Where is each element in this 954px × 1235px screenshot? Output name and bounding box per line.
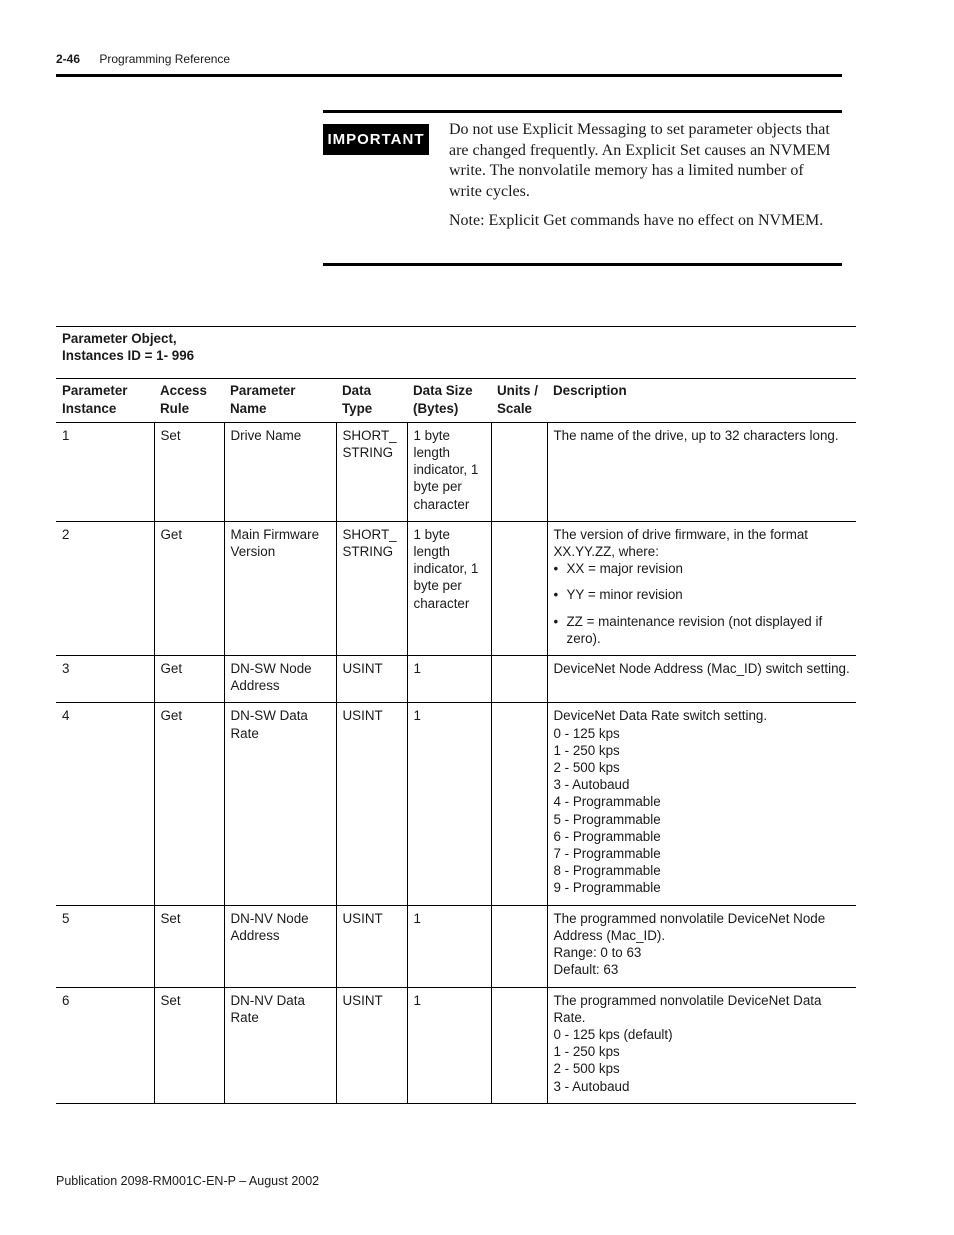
- cell-size: 1 byte length indicator, 1 byte per character: [407, 422, 491, 521]
- cell-instance: 6: [56, 987, 154, 1103]
- cell-instance: 5: [56, 905, 154, 987]
- important-paragraph: Do not use Explicit Messaging to set parameter objects that are changed frequently. An Explicit Set causes an NVMEM write. The nonvolatile memory has a limited number of write cycles.: [449, 121, 831, 200]
- description-line: 3 - Autobaud: [553, 777, 630, 793]
- cell-units: [491, 905, 547, 987]
- description-line: 1 - 250 kps: [553, 742, 620, 758]
- description-line: DeviceNet Data Rate switch setting.: [553, 708, 768, 724]
- cell-type: USINT: [336, 656, 407, 703]
- important-top-rule: [323, 110, 842, 113]
- cell-name: DN-NV Data Rate: [224, 987, 336, 1103]
- table-header-row: [56, 379, 856, 422]
- description-line: DeviceNet Node Address (Mac_ID) switch setting.: [553, 661, 850, 677]
- description-line: The version of drive firmware, in the format XX.YY.ZZ, where:: [553, 526, 809, 560]
- description-line: 2 - 500 kps: [553, 1061, 620, 1077]
- cell-description: [547, 656, 856, 703]
- col-header-units: Units / Scale: [491, 379, 547, 422]
- description-line: 9 - Programmable: [553, 880, 661, 896]
- cell-units: [491, 656, 547, 703]
- cell-size: 1: [407, 656, 491, 703]
- cell-instance: 4: [56, 703, 154, 905]
- cell-name: DN-SW Node Address: [224, 656, 336, 703]
- section-title: Programming Reference: [99, 52, 231, 66]
- cell-type: SHORT_ STRING: [336, 422, 407, 521]
- cell-type: USINT: [336, 987, 407, 1103]
- description-line: 5 - Programmable: [553, 811, 661, 827]
- cell-size: 1: [407, 703, 491, 905]
- cell-description: [547, 703, 856, 905]
- table-row: [56, 656, 856, 703]
- cell-access: Set: [154, 987, 224, 1103]
- table-row: [56, 521, 856, 655]
- cell-description: [547, 521, 856, 655]
- page-header: [56, 52, 230, 66]
- cell-instance: 1: [56, 422, 154, 521]
- description-line: 8 - Programmable: [553, 863, 661, 879]
- cell-description: [547, 905, 856, 987]
- description-line: 0 - 125 kps (default): [553, 1026, 673, 1042]
- cell-access: Get: [154, 703, 224, 905]
- description-line: Range: 0 to 63: [553, 945, 642, 961]
- cell-name: Main Firmware Version: [224, 521, 336, 655]
- cell-size: 1: [407, 905, 491, 987]
- cell-name: DN-SW Data Rate: [224, 703, 336, 905]
- cell-instance: 3: [56, 656, 154, 703]
- description-line: The programmed nonvolatile DeviceNet Node Address (Mac_ID).: [553, 910, 826, 943]
- page-number: 2-46: [56, 52, 81, 66]
- important-badge: IMPORTANT: [323, 124, 429, 155]
- cell-name: DN-NV Node Address: [224, 905, 336, 987]
- important-bottom-rule: [323, 263, 842, 266]
- description-line: 4 - Programmable: [553, 794, 661, 810]
- cell-size: 1 byte length indicator, 1 byte per character: [407, 521, 491, 655]
- cell-description: [547, 422, 856, 521]
- important-text: [449, 120, 839, 241]
- description-line: 1 - 250 kps: [553, 1044, 620, 1060]
- description-line: 3 - Autobaud: [553, 1078, 630, 1094]
- description-bullet-list: [554, 560, 851, 647]
- col-header-instance: Parameter Instance: [56, 379, 154, 422]
- cell-type: USINT: [336, 703, 407, 905]
- cell-units: [491, 521, 547, 655]
- description-line: 2 - 500 kps: [553, 760, 620, 776]
- cell-units: [491, 987, 547, 1103]
- description-bullet-item: • XX = major revision: [554, 560, 851, 577]
- col-header-type: Data Type: [336, 379, 407, 422]
- cell-units: [491, 422, 547, 521]
- cell-access: Get: [154, 656, 224, 703]
- cell-type: SHORT_ STRING: [336, 521, 407, 655]
- description-line: 6 - Programmable: [553, 828, 661, 844]
- table-caption: [56, 327, 856, 379]
- cell-units: [491, 703, 547, 905]
- cell-access: Set: [154, 905, 224, 987]
- description-line: The programmed nonvolatile DeviceNet Data Rate.: [553, 992, 822, 1025]
- cell-name: Drive Name: [224, 422, 336, 521]
- description-line: Default: 63: [553, 962, 619, 978]
- description-bullet-item: • YY = minor revision: [554, 586, 851, 603]
- cell-instance: 2: [56, 521, 154, 655]
- important-note: Note: Explicit Get commands have no effect on NVMEM.: [449, 212, 824, 229]
- table-row: [56, 703, 856, 905]
- description-line: The name of the drive, up to 32 characters long.: [553, 427, 839, 443]
- col-header-access: Access Rule: [154, 379, 224, 422]
- col-header-size: Data Size (Bytes): [407, 379, 491, 422]
- table-caption-row: [56, 327, 856, 379]
- table-row: [56, 422, 856, 521]
- publication-footer: Publication 2098-RM001C-EN-P – August 2002: [56, 1174, 320, 1188]
- description-line: 7 - Programmable: [553, 846, 661, 862]
- description-bullet-item: • ZZ = maintenance revision (not displayed if zero).: [554, 613, 851, 647]
- description-line: 0 - 125 kps: [553, 725, 620, 741]
- cell-size: 1: [407, 987, 491, 1103]
- cell-type: USINT: [336, 905, 407, 987]
- cell-access: Set: [154, 422, 224, 521]
- table-row: [56, 905, 856, 987]
- cell-description: [547, 987, 856, 1103]
- table-row: [56, 987, 856, 1103]
- table-body: [56, 422, 856, 1103]
- table-caption-line-1: Parameter Object,: [62, 331, 177, 346]
- header-rule: [56, 74, 842, 77]
- col-header-name: Parameter Name: [224, 379, 336, 422]
- parameter-object-table: [56, 326, 856, 1104]
- cell-access: Get: [154, 521, 224, 655]
- col-header-description: Description: [547, 379, 856, 422]
- table-caption-line-2: Instances ID = 1- 996: [62, 348, 195, 364]
